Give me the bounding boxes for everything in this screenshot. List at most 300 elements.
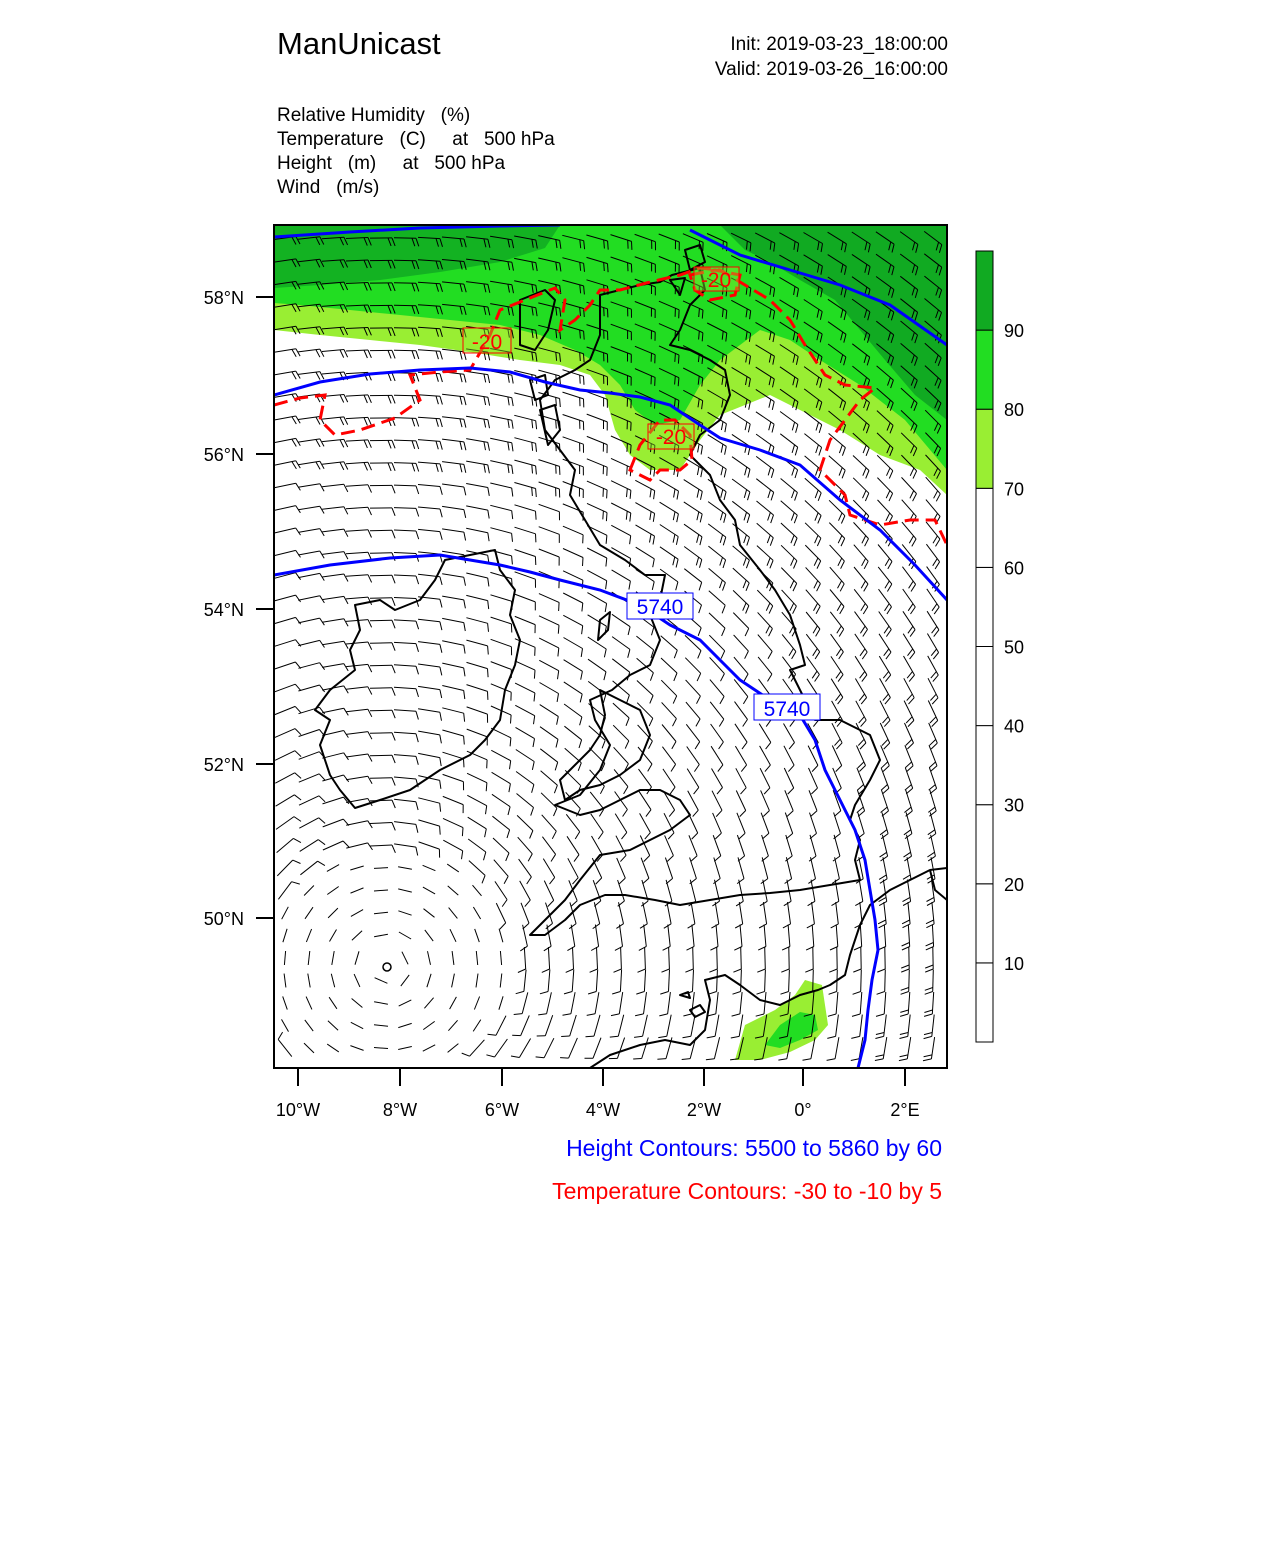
wind-barb (398, 867, 412, 870)
wind-barb (370, 350, 395, 358)
wind-barb (490, 416, 513, 429)
wind-barb (641, 880, 648, 906)
wind-barb (442, 596, 465, 608)
wind-barb (442, 462, 466, 473)
wind-barb (418, 664, 442, 675)
height-contour-label-1 (627, 593, 693, 619)
wind-barb (661, 680, 676, 703)
wind-barb (760, 746, 771, 772)
wind-barb (423, 1045, 435, 1051)
wind-barb (925, 970, 934, 995)
wind-barb (322, 507, 348, 515)
wind-barb (904, 678, 914, 704)
wind-barb (492, 816, 509, 838)
wind-barb (780, 434, 797, 456)
temperature-contour-label-2 (694, 267, 739, 292)
wind-barb (492, 794, 510, 815)
wind-barb (299, 730, 325, 737)
wind-barb (300, 861, 325, 875)
wind-barb (346, 552, 372, 560)
wind-barb (854, 589, 868, 614)
wind-barb (278, 882, 299, 900)
wind-barb (928, 656, 939, 682)
svg-text:-20: -20 (700, 269, 732, 292)
wind-barb (516, 970, 526, 994)
wind-barb (375, 978, 388, 984)
wind-barb (902, 477, 917, 501)
wind-barb (904, 701, 914, 727)
wind-barb (611, 525, 630, 544)
wind-barb (515, 594, 536, 610)
wind-barb (466, 595, 488, 609)
wind-barb (277, 838, 301, 852)
wind-barb (283, 929, 287, 942)
wind-barb (809, 790, 817, 816)
chart-title: ManUnicast (277, 26, 441, 61)
wind-barb (494, 860, 508, 884)
wind-barb (881, 745, 890, 771)
wind-barb (274, 371, 300, 379)
wind-barb (929, 745, 937, 771)
wind-barb (394, 463, 419, 472)
svg-text:5740: 5740 (763, 698, 811, 721)
wind-barb (304, 1043, 314, 1053)
wind-barb (587, 392, 608, 408)
wind-barb (539, 504, 560, 520)
wind-barb (879, 589, 892, 614)
wind-barb (757, 523, 774, 545)
wind-barb (879, 857, 887, 883)
wind-barb (346, 462, 372, 470)
humidity-colorbar (976, 251, 1024, 1042)
wind-barb (274, 461, 300, 469)
wind-barb (462, 1040, 485, 1056)
wind-barb (394, 642, 419, 651)
wind-barb (878, 567, 892, 592)
wind-barb (661, 636, 678, 658)
wind-barb (563, 615, 582, 634)
wind-barb (442, 730, 464, 745)
colorbar-bin (976, 963, 993, 1042)
wind-barb (635, 503, 654, 522)
wind-barb (662, 702, 677, 726)
wind-barb (590, 947, 598, 972)
wind-barb (757, 590, 772, 614)
wind-barb (829, 500, 845, 523)
height-contour-5740 (274, 555, 878, 1068)
wind-barb (520, 925, 527, 951)
wind-barb (686, 702, 700, 726)
wind-barb (499, 996, 503, 1009)
wind-barb (756, 412, 774, 433)
wind-barb (563, 526, 583, 543)
wind-barb (782, 590, 797, 614)
wind-barb (278, 1032, 292, 1057)
wind-barb (346, 395, 371, 403)
wind-barb (686, 680, 701, 704)
wind-barb (442, 708, 464, 722)
wind-barb (450, 929, 456, 942)
wind-barb (806, 634, 819, 659)
wind-barb (539, 638, 559, 656)
wind-barb (735, 702, 748, 727)
wind-barb (346, 485, 372, 493)
wind-barb (587, 992, 599, 1015)
wind-barb (418, 709, 441, 721)
wind-barb (284, 951, 285, 965)
wind-barb (785, 790, 793, 816)
wind-barb (306, 997, 312, 1010)
wind-barb (831, 656, 843, 681)
wind-barb (516, 772, 534, 793)
wind-barb (880, 812, 888, 838)
wind-barb (284, 974, 286, 988)
wind-barb (300, 840, 325, 852)
wind-barb (468, 839, 486, 860)
wind-barb (711, 746, 723, 771)
wind-barb (806, 590, 820, 614)
wind-barb (834, 813, 841, 839)
wind-barb (563, 392, 584, 407)
wind-barb (448, 886, 459, 895)
wind-barb (346, 732, 372, 740)
wind-barb (564, 726, 581, 748)
wind-barb (785, 813, 792, 839)
wind-barb (274, 550, 300, 557)
wind-barb (491, 639, 512, 655)
wind-barb (902, 567, 915, 592)
wind-barb (500, 974, 502, 988)
wind-barb (323, 797, 349, 804)
wind-barb (713, 813, 722, 839)
wind-barb (394, 508, 419, 517)
wind-barb (540, 970, 550, 994)
wind-barb (491, 662, 512, 678)
wind-barb (308, 951, 310, 965)
wind-barb (298, 372, 324, 380)
wind-barb (466, 618, 488, 632)
wind-barb (394, 755, 418, 765)
wind-barb (488, 1016, 507, 1036)
wind-barb (616, 836, 626, 862)
wind-barb (901, 970, 910, 995)
wind-barb (563, 549, 583, 567)
lat-tick-label: 54°N (203, 600, 244, 620)
wind-barb (491, 684, 511, 701)
wind-barb (615, 814, 627, 840)
wind-barb (329, 997, 337, 1009)
map-area (274, 225, 947, 1068)
wind-barb (542, 947, 550, 972)
wind-barb (810, 813, 817, 839)
wind-barb (442, 439, 466, 450)
wind-barb (299, 774, 325, 782)
wind-barb (298, 596, 324, 603)
latitude-axis (204, 288, 274, 929)
wind-barb (900, 1015, 911, 1039)
wind-barb (491, 728, 511, 746)
wind-barb (854, 522, 869, 546)
wind-barb (370, 778, 395, 786)
wind-barb (564, 682, 582, 703)
wind-barb (610, 1015, 624, 1037)
wind-barb (589, 748, 605, 771)
wind-barb (615, 925, 623, 951)
wind-barb (709, 568, 726, 590)
wind-barb (394, 530, 419, 539)
wind-barb (587, 593, 606, 612)
wind-barb (322, 664, 348, 671)
wind-barb (926, 522, 940, 547)
wind-barb (370, 530, 395, 538)
height-contour-label-2 (754, 694, 820, 721)
wind-barb (587, 481, 607, 498)
wind-barb (275, 773, 301, 783)
wind-barb (855, 656, 867, 681)
wind-barb (467, 773, 487, 791)
wind-barb (781, 501, 798, 523)
wind-barb (568, 858, 578, 884)
wind-barb (544, 925, 551, 951)
wind-barb (298, 484, 324, 492)
wind-barb (500, 951, 501, 965)
wind-barb (490, 505, 512, 519)
wind-barb (709, 591, 725, 614)
wind-barb (449, 908, 458, 919)
wind-barb (370, 575, 395, 583)
wind-barb (399, 932, 411, 939)
lon-tick-label: 8°W (382, 1100, 418, 1120)
wind-barb (418, 529, 442, 539)
wind-barb (660, 525, 678, 545)
wind-barb (536, 1038, 554, 1058)
wind-barb (298, 551, 324, 558)
wind-barb (298, 663, 324, 670)
wind-barb (350, 866, 363, 870)
wind-barb (588, 637, 606, 657)
wind-barb (467, 662, 489, 677)
wind-barb (466, 640, 488, 654)
wind-barb (418, 731, 441, 743)
wind-barb (829, 523, 844, 547)
wind-barb (926, 925, 934, 950)
lon-tick-label: 2°E (890, 1100, 920, 1120)
wind-barb (519, 859, 532, 884)
wind-barb (758, 635, 772, 659)
wind-barb (905, 723, 914, 749)
wind-barb (782, 634, 796, 659)
wind-barb (757, 947, 765, 972)
wind-barb (374, 912, 388, 914)
wind-barb (660, 480, 679, 500)
wind-barb (516, 727, 535, 747)
wind-barb (784, 724, 795, 750)
colorbar-bin (976, 330, 993, 409)
wind-barb (707, 1015, 719, 1038)
wind-barb (585, 1038, 602, 1059)
wind-barb (418, 820, 440, 835)
wind-barb (761, 790, 770, 816)
wind-barb (274, 438, 300, 446)
colorbar-bin (976, 251, 993, 330)
wind-barb (298, 618, 324, 625)
wind-barb (563, 437, 584, 453)
wind-barb (274, 349, 300, 357)
wind-barb (805, 523, 821, 546)
wind-barb (443, 774, 464, 790)
wind-barb (564, 970, 574, 994)
wind-barb (327, 1044, 339, 1052)
lat-tick-label: 56°N (203, 445, 244, 465)
wind-barb (877, 478, 892, 502)
wind-barb (543, 859, 554, 885)
wind-barb (399, 1000, 412, 1006)
wind-barb (322, 462, 348, 470)
wind-barb (927, 589, 939, 614)
wind-barb (708, 479, 726, 500)
wind-barb (830, 612, 843, 637)
wind-barb (684, 569, 701, 591)
wind-barb (322, 350, 348, 358)
wind-barb (875, 1015, 886, 1039)
wind-barb (757, 970, 766, 995)
wind-barb (904, 790, 912, 816)
wind-barb (928, 812, 936, 838)
wind-barb (688, 813, 697, 839)
wind-barb (514, 483, 536, 498)
wind-barb (709, 947, 717, 972)
wind-barb (929, 768, 937, 794)
wind-barb (424, 998, 433, 1009)
wind-barb (322, 529, 348, 537)
colorbar-tick-label: 10 (1004, 953, 1025, 974)
wind-barb (588, 970, 598, 995)
wind-barb (346, 687, 372, 695)
wind-barb (493, 838, 509, 861)
wind-barb (418, 440, 442, 450)
wind-barb (781, 970, 790, 995)
wind-barb (733, 568, 749, 591)
wind-barb (640, 902, 647, 928)
wind-barb (374, 1002, 388, 1004)
wind-barb (830, 545, 845, 569)
wind-barb (277, 860, 300, 876)
wind-barb (514, 415, 536, 429)
wind-barb (929, 723, 938, 749)
colorbar-tick-label: 60 (1004, 558, 1025, 579)
wind-barb (370, 440, 395, 448)
wind-barb (875, 1037, 887, 1060)
wind-barb (781, 947, 789, 972)
wind-barb (346, 417, 371, 425)
wind-barb (686, 724, 699, 749)
wind-barb (346, 664, 372, 672)
wind-barb (370, 485, 395, 493)
colorbar-bin (976, 409, 993, 488)
wind-barb (298, 439, 324, 447)
wind-barb (566, 814, 579, 839)
wind-barb (757, 546, 773, 569)
wind-barb (925, 947, 933, 972)
init-time: Init: 2019-03-23_18:00:00 (730, 34, 948, 55)
wind-barb (636, 547, 655, 567)
wind-barb (684, 502, 702, 523)
wind-barb (640, 836, 649, 862)
wind-barb (491, 595, 513, 610)
wind-barb (662, 947, 670, 972)
wind-barb (616, 902, 623, 928)
wind-barb (851, 1015, 862, 1039)
wind-barb (706, 1037, 720, 1059)
wind-barb (394, 844, 418, 856)
wind-barb (784, 768, 793, 794)
wind-barb (541, 771, 558, 793)
lon-tick-label: 4°W (585, 1100, 621, 1120)
wind-barb (903, 611, 915, 636)
wind-barb (374, 934, 388, 937)
wind-barb (853, 947, 861, 972)
wind-barb (639, 925, 647, 951)
wind-barb (899, 1037, 911, 1061)
wind-barb (394, 822, 418, 833)
wind-barb (902, 522, 916, 546)
wind-barb (351, 910, 363, 917)
wind-barb (852, 992, 862, 1016)
wind-barb (684, 480, 703, 500)
wind-barb (587, 548, 607, 567)
colorbar-bin (976, 567, 993, 646)
wind-barb (346, 440, 371, 448)
wind-barb (328, 1021, 338, 1030)
wind-barb (827, 1037, 839, 1060)
wind-barb (394, 799, 418, 810)
wind-barb (613, 725, 629, 748)
wind-barb (732, 992, 743, 1016)
wind-barb (854, 545, 868, 569)
wind-barb (515, 527, 536, 542)
wind-barb (736, 768, 746, 794)
wind-barb (490, 572, 512, 587)
svg-text:-20: -20 (655, 426, 687, 449)
wind-barb (832, 701, 843, 727)
wind-barb (614, 747, 629, 771)
wind-barb (612, 637, 630, 658)
wind-barb (880, 678, 891, 704)
svg-text:-20: -20 (471, 331, 503, 354)
wind-barb (322, 484, 348, 492)
wind-barb (514, 438, 536, 452)
wind-barb (901, 947, 909, 972)
wind-barb (442, 506, 466, 518)
wind-barb (540, 727, 558, 748)
lon-tick-label: 2°W (686, 1100, 722, 1120)
wind-barb (560, 1038, 577, 1058)
wind-barb (928, 678, 938, 704)
wind-barb (322, 708, 348, 715)
wind-barb (636, 970, 645, 995)
wind-barb (346, 350, 371, 358)
wind-barb (879, 656, 890, 682)
wind-barb (733, 524, 750, 546)
wind-barb (877, 970, 886, 995)
wind-barb (586, 1015, 601, 1037)
wind-barb (687, 925, 695, 951)
wind-barb (442, 641, 465, 654)
wind-barb (442, 372, 466, 383)
wind-barb (418, 507, 442, 517)
wind-barb (490, 393, 513, 406)
wind-barb (733, 590, 749, 613)
